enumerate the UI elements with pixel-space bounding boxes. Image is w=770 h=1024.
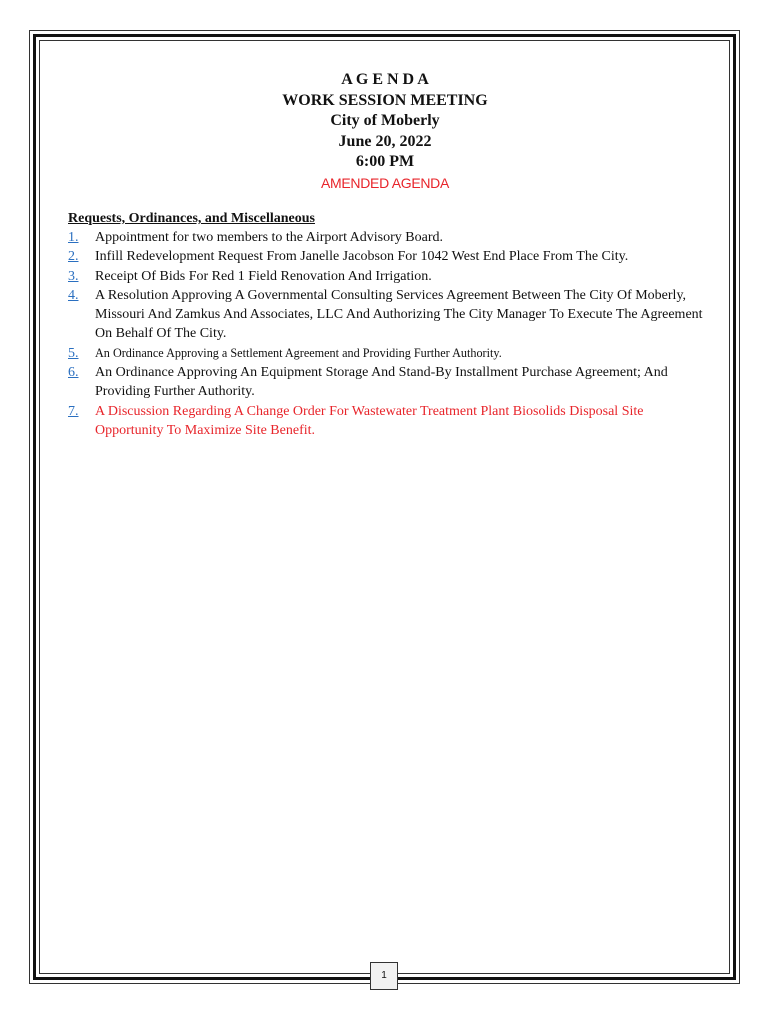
agenda-item-text: A Discussion Regarding A Change Order For Wastewater Treatment Plant Biosolids Disposal Site Opportunity To Maximize Site Benefit. [95, 403, 644, 438]
agenda-header [0, 70, 770, 193]
agenda-item-2 [68, 247, 708, 266]
agenda-item-4 [68, 286, 708, 344]
agenda-item-5 [68, 344, 708, 363]
agenda-section [68, 210, 708, 440]
agenda-item-link[interactable]: 1. [68, 230, 79, 245]
agenda-item-link[interactable]: 3. [68, 268, 79, 284]
agenda-item-link[interactable]: 4. [68, 287, 79, 303]
section-heading: Requests, Ordinances, and Miscellaneous [68, 211, 315, 226]
agenda-item-link[interactable]: 5. [68, 345, 79, 361]
agenda-item-1 [68, 228, 708, 247]
agenda-list [68, 228, 708, 440]
meeting-date: June 20, 2022 [338, 132, 432, 150]
agenda-item-text: Receipt Of Bids For Red 1 Field Renovation And Irrigation. [95, 268, 432, 284]
agenda-item-text: An Ordinance Approving a Settlement Agreement and Providing Further Authority. [95, 345, 502, 360]
agenda-item-text: A Resolution Approving A Governmental Consulting Services Agreement Between The City Of Moberly, Missouri And Zamkus And Associates, LLC And Authorizing The City Manager To Execute The Agreement On Behalf Of The City. [95, 287, 703, 342]
agenda-item-7 [68, 402, 708, 441]
agenda-item-link[interactable]: 2. [68, 249, 79, 265]
agenda-title: A G E N D A [341, 71, 429, 88]
agenda-item-6 [68, 363, 708, 402]
agenda-item-text: Appointment for two members to the Airport Advisory Board. [95, 230, 444, 245]
agenda-item-text: An Ordinance Approving An Equipment Storage And Stand-By Installment Purchase Agreement; And Providing Further Authority. [95, 365, 668, 400]
city-name: City of Moberly [330, 112, 440, 129]
agenda-item-3 [68, 267, 708, 286]
agenda-item-link[interactable]: 6. [68, 365, 79, 381]
agenda-item-text: Infill Redevelopment Request From Janelle Jacobson For 1042 West End Place From The City. [95, 249, 629, 265]
meeting-time: 6:00 PM [355, 153, 415, 170]
meeting-type: WORK SESSION MEETING [282, 91, 488, 109]
page-number: 1 [370, 962, 398, 990]
amended-notice: AMENDED AGENDA [320, 174, 450, 191]
agenda-item-link[interactable]: 7. [68, 403, 79, 419]
